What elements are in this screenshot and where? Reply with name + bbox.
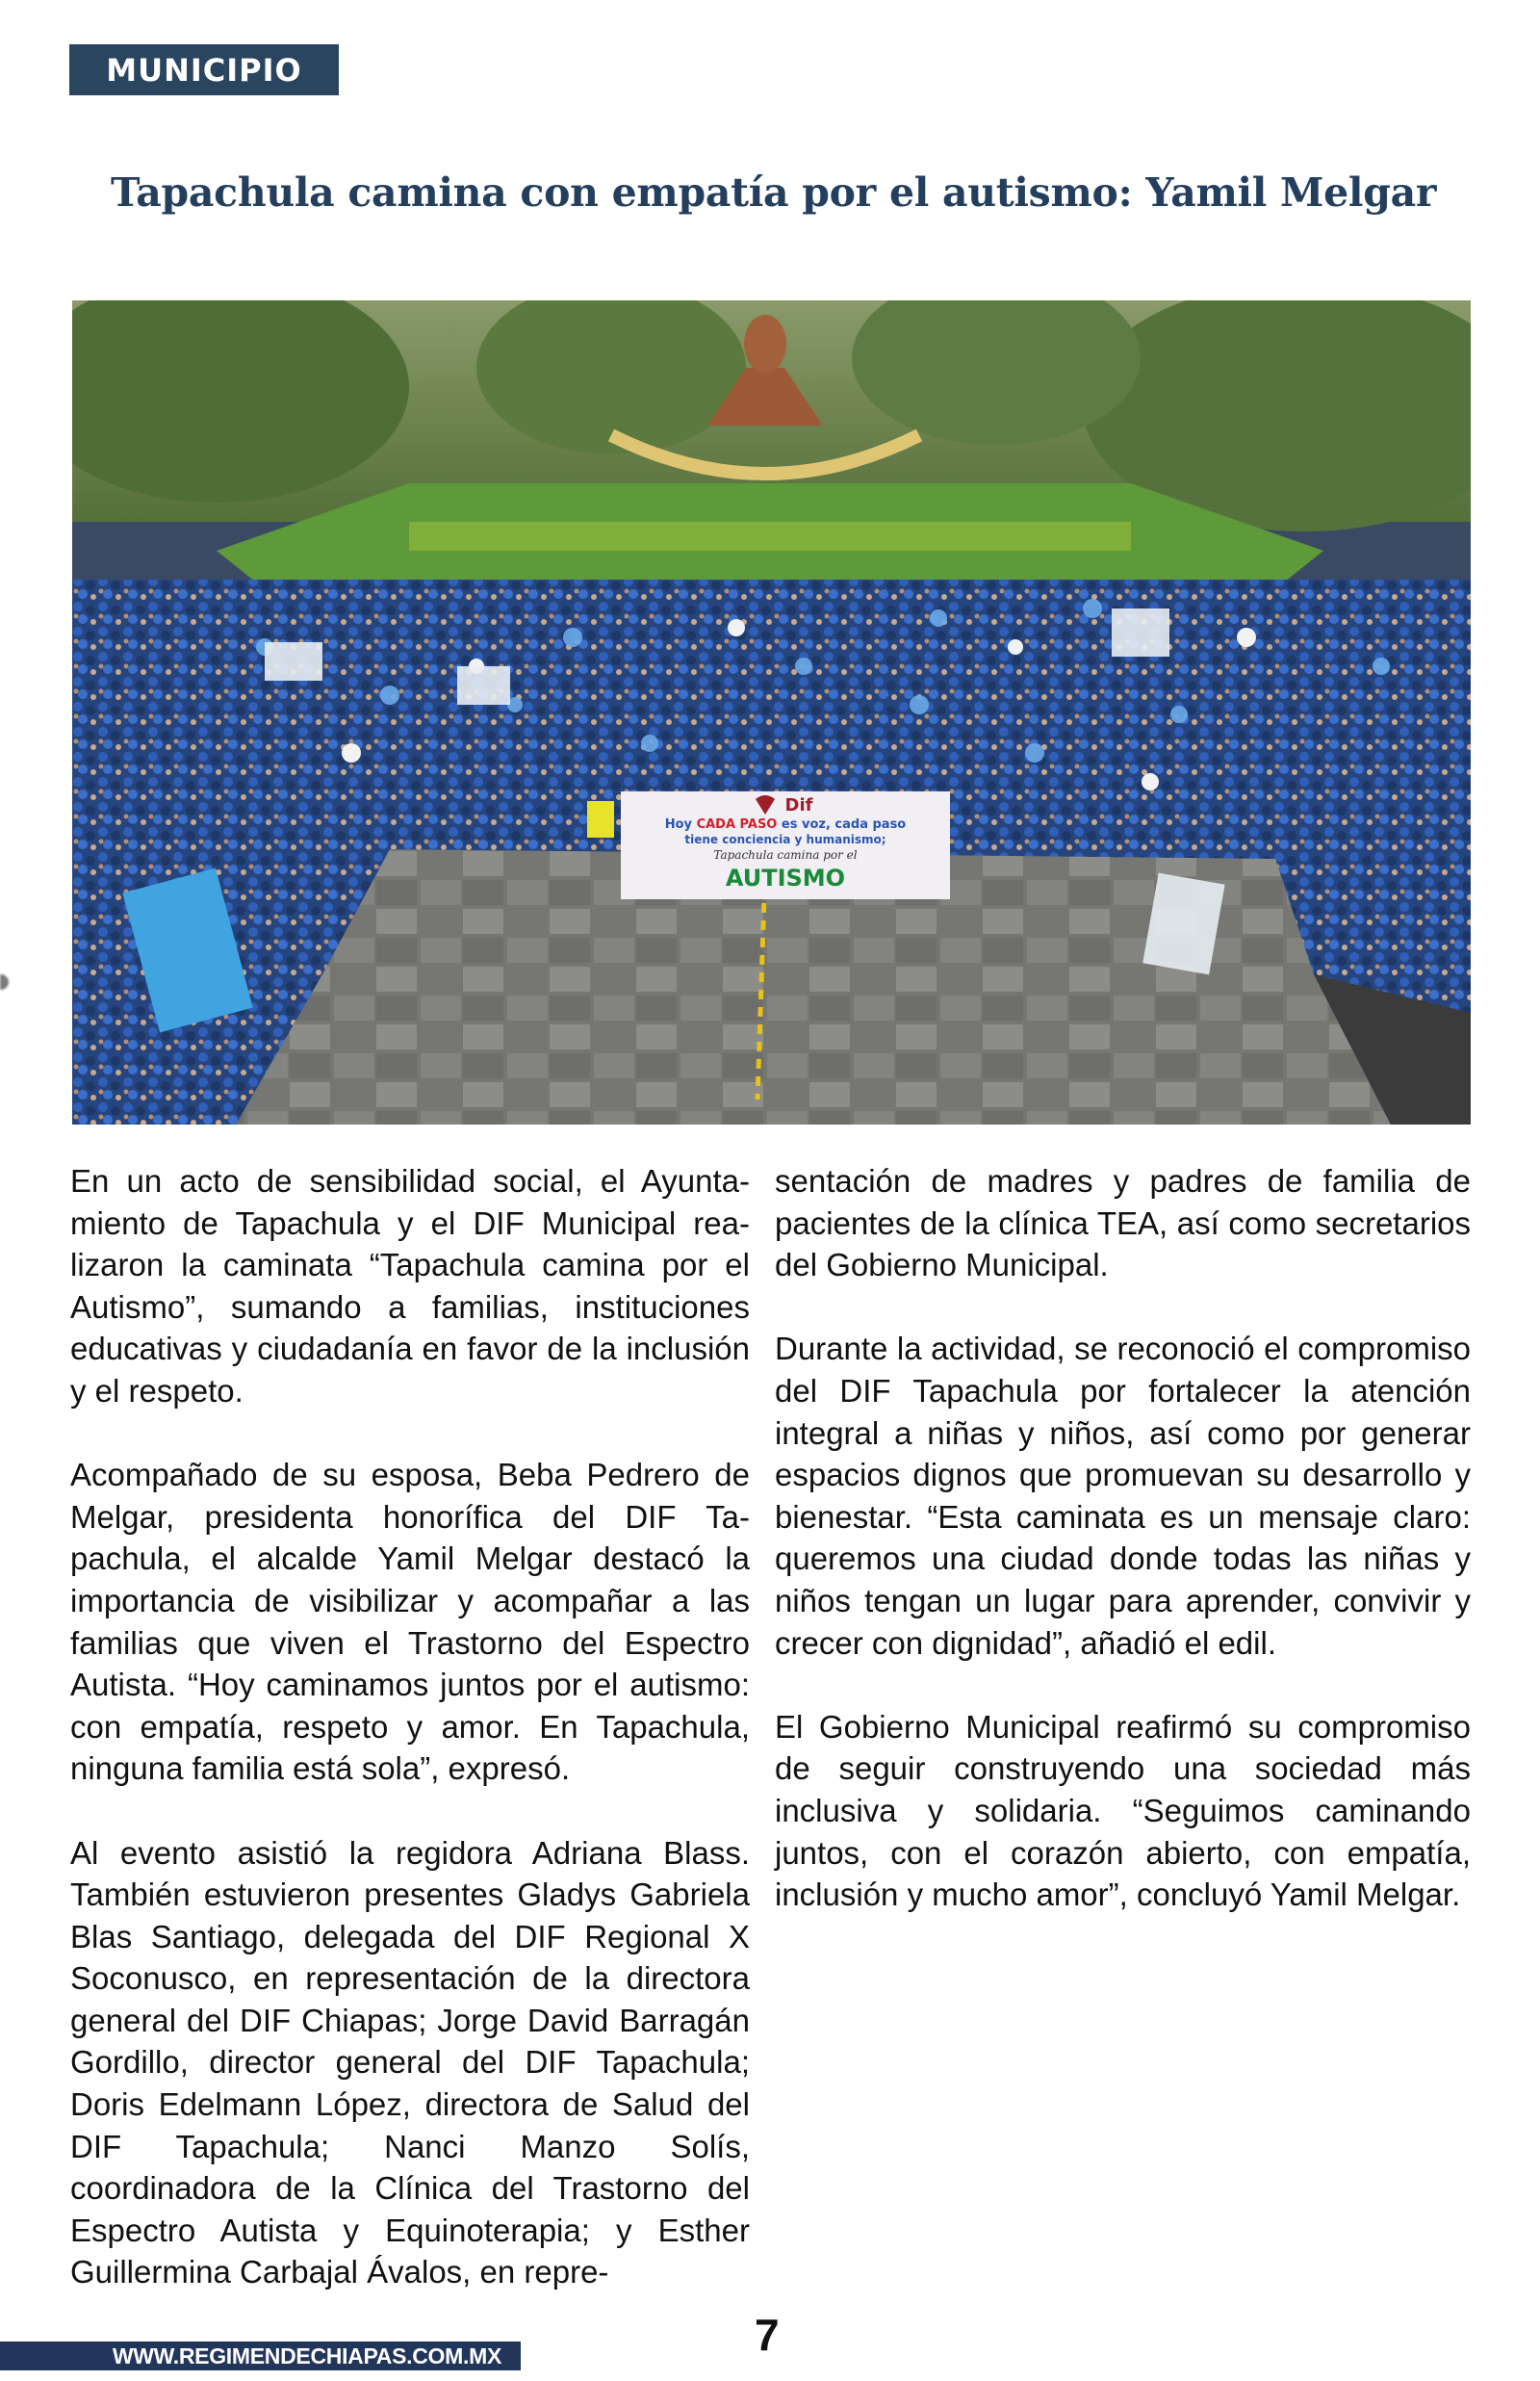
article-column-left bbox=[70, 1160, 750, 2293]
article-paragraph: En un acto de sensibilidad social, el Ayuntamiento de Tapachula y el DIF Municipal realizaron la caminata “Tapachula camina por el Autismo”, sumando a familias, instituciones educativas y ciudadanía en favor de la inclusión y el respeto. bbox=[70, 1163, 750, 1409]
scan-artifact-dot bbox=[0, 974, 9, 990]
svg-text:Tapachula camina por el: Tapachula camina por el bbox=[713, 848, 858, 862]
svg-text:tiene conciencia y humanismo;: tiene conciencia y humanismo; bbox=[684, 833, 886, 846]
headline: Tapachula camina con empatía por el autismo: Yamil Melgar bbox=[111, 169, 1437, 216]
article-paragraph: Durante la actividad, se reconoció el compromiso del DIF Tapachula por fortalecer la atención integral a niñas y niños, así como por generar espacios dignos que promuevan su desarrollo y bienestar. “Esta caminata es un mensaje claro: queremos una ciudad donde todas las niñas y niños tengan un lugar para aprender, convivir y crecer con dignidad”, añadió el edil. bbox=[775, 1331, 1471, 1661]
article-photo bbox=[72, 300, 1471, 1125]
article-paragraph: El Gobierno Municipal reafirmó su compromiso de seguir construyendo una sociedad más inclusiva y solidaria. “Seguimos caminando juntos, con el corazón abierto, con empatía, inclusión y mucho amor”, concluyó Yamil Melgar. bbox=[775, 1708, 1471, 1913]
website-url[interactable]: WWW.REGIMENDECHIAPAS.COM.MX bbox=[112, 2342, 501, 2368]
svg-text:Hoy CADA PASO: Hoy CADA PASO es voz, cada paso bbox=[664, 817, 907, 832]
section-label-text: MUNICIPIO bbox=[106, 51, 302, 89]
section-label bbox=[69, 44, 339, 95]
svg-text:Dif: Dif bbox=[784, 795, 813, 815]
article-column-right bbox=[775, 1160, 1471, 1916]
article-paragraph: sentación de madres y padres de familia de pacientes de la clínica TEA, así como secretarios del Gobierno Municipal. bbox=[775, 1163, 1471, 1283]
event-banner bbox=[621, 791, 950, 899]
crowd-photo-illustration bbox=[72, 300, 1471, 1125]
svg-text:AUTISMO: AUTISMO bbox=[725, 865, 846, 892]
article-paragraph: Acompañado de su esposa, Beba Pedrero de Melgar, presidenta honorífica del DIF Tapachula, el alcalde Yamil Melgar destacó la importancia de visibilizar y acompañar a las familias que viven el Trastorno del Espectro Autista. “Hoy caminamos juntos por el autismo: con empatía, respeto y amor. En Tapachula, ninguna familia está sola”, expresó. bbox=[70, 1457, 750, 1787]
footer-website-bar bbox=[0, 2342, 521, 2370]
page-number: 7 bbox=[755, 2310, 780, 2360]
article-paragraph: Al evento asistió la regidora Adriana Blass. También estuvieron presentes Gladys Gabriela Blas Santiago, delegada del DIF Regional X Soconusco, en representación de la directora general del DIF Chiapas; Jorge David Barragán Gordillo, director general del DIF Tapachula; Doris Edelmann López, directora de Salud del DIF Tapachula; Nanci Manzo Solís, coordinadora de la Clínica del Trastorno del Espectro Autista y Equinoterapia; y Esther Guillermina Carbajal Ávalos, en repre- bbox=[70, 1834, 750, 2290]
